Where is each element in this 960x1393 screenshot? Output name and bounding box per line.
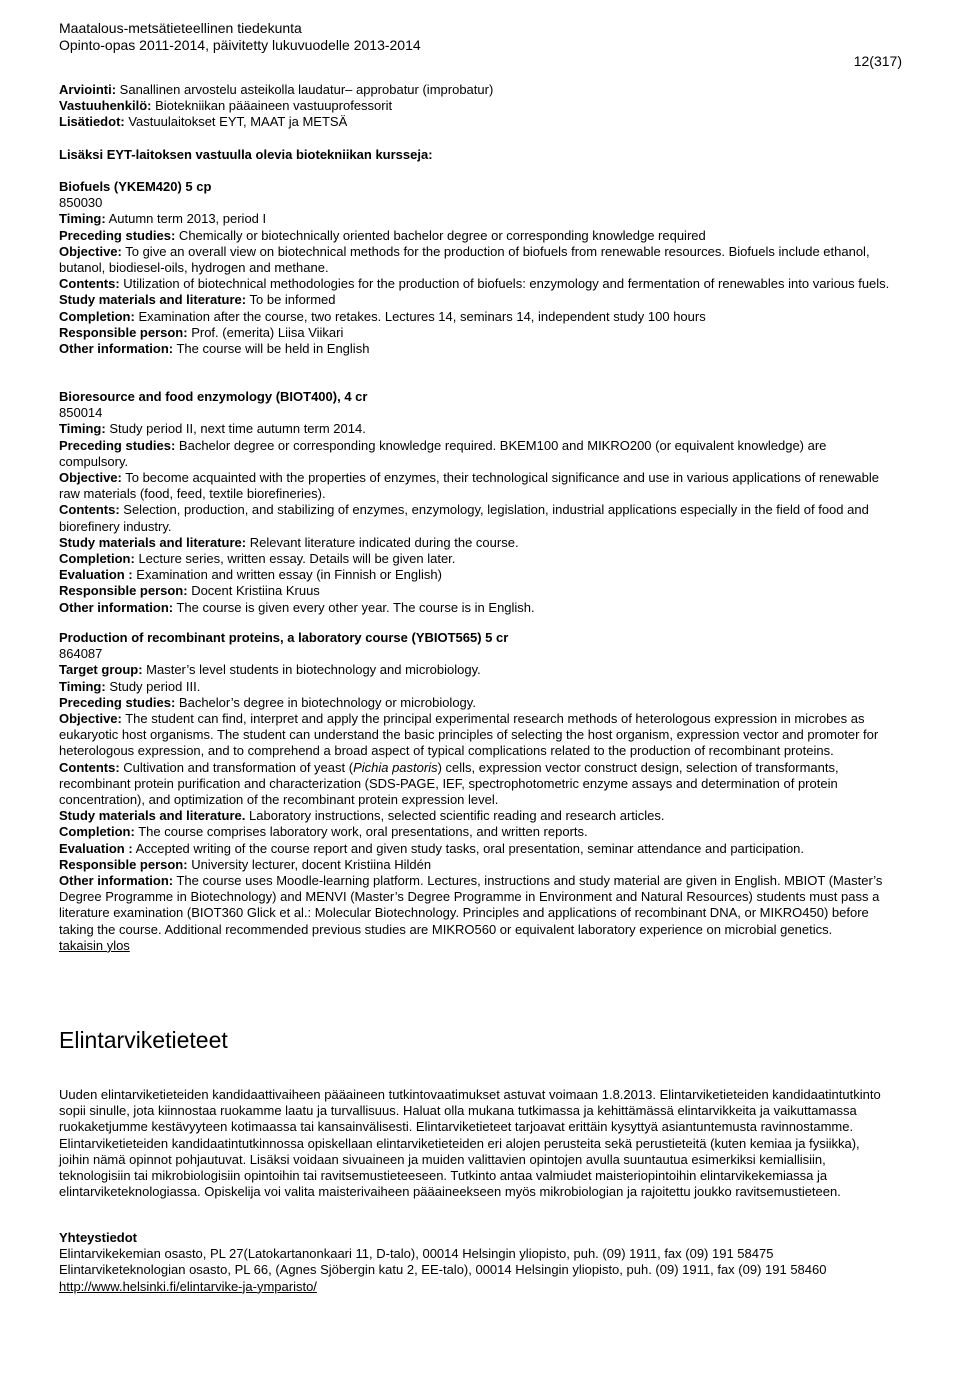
responsible-line xyxy=(59,98,891,114)
timing-value: Autumn term 2013, period I xyxy=(105,211,267,227)
objective-line xyxy=(59,470,891,502)
program-info xyxy=(59,82,891,163)
section-intro xyxy=(59,1087,891,1200)
timing-line xyxy=(59,421,891,437)
contents-line xyxy=(59,760,891,809)
timing-label: Timing: xyxy=(59,421,106,437)
other-value: The course will be held in English xyxy=(173,341,370,357)
preceding-value: Chemically or biotechnically oriented bachelor degree or corresponding knowledge required xyxy=(175,227,706,243)
contents-value: Utilization of biotechnical methodologies for the production of biofuels: enzymology and fermentation of renewables into various fuels. xyxy=(119,276,890,292)
evaluation-value: Sanallinen arvostelu asteikolla laudatur– approbatur (improbatur) xyxy=(116,82,494,97)
objective-label: Objective: xyxy=(59,243,122,259)
objective-label: Objective: xyxy=(59,470,122,486)
timing-line xyxy=(59,679,891,695)
contents-label: Contents: xyxy=(59,759,120,775)
extra-courses-line xyxy=(59,147,891,163)
completion-label: Completion: xyxy=(59,308,135,324)
course-recombinant-proteins xyxy=(59,630,891,954)
course-code: 864087 xyxy=(59,646,103,662)
person-line xyxy=(59,857,891,873)
evaluation-label: Arviointi: xyxy=(59,82,117,97)
contents-value-a: Cultivation and transformation of yeast ( xyxy=(119,759,354,775)
contents-value: Selection, production, and stabilizing of enzymes, enzymology, legislation, industrial applications especially in the field of food and biorefinery industry. xyxy=(59,502,869,534)
timing-value: Study period III. xyxy=(105,678,201,694)
other-line xyxy=(59,341,891,357)
other-label: Other information: xyxy=(59,341,174,357)
course-title: Biofuels (YKEM420) 5 cp xyxy=(59,179,212,194)
materials-value: Relevant literature indicated during the course. xyxy=(246,534,519,550)
target-line xyxy=(59,662,891,678)
objective-value: The student can find, interpret and apply the principal experimental research methods of heterologous expression in microbes as eukaryotic host organisms. The student can understand the basic principles of selecting the host organism, expression vector and promoter for heterologous expression, and to comprehend a broad aspect of typical complications related to the production of recombinant proteins. xyxy=(59,711,879,759)
completion-line xyxy=(59,551,891,567)
info-value: Vastuulaitokset EYT, MAAT ja METSÄ xyxy=(124,114,348,130)
completion-line xyxy=(59,824,891,840)
contact-block xyxy=(59,1230,891,1295)
objective-line xyxy=(59,244,891,276)
objective-label: Objective: xyxy=(59,711,122,727)
target-label: Target group: xyxy=(59,662,143,678)
preceding-value: Bachelor’s degree in biotechnology or microbiology. xyxy=(175,694,476,710)
materials-line xyxy=(59,808,891,824)
completion-value: Lecture series, written essay. Details will be given later. xyxy=(134,551,456,567)
contacts-title: Yhteystiedot xyxy=(59,1230,138,1245)
header-faculty: Maatalous-metsätieteellinen tiedekunta xyxy=(59,20,302,36)
person-value: Docent Kristiina Kruus xyxy=(187,583,320,599)
evaluation-label: Evaluation : xyxy=(59,567,133,583)
section-heading: Elintarviketieteet xyxy=(59,1027,228,1053)
course-title: Production of recombinant proteins, a laboratory course (YBIOT565) 5 cr xyxy=(59,630,509,645)
evaluation-value: Examination and written essay (in Finnish or English) xyxy=(132,567,442,583)
responsible-value: Biotekniikan pääaineen vastuuprofessorit xyxy=(151,98,393,114)
completion-line xyxy=(59,309,891,325)
course-code: 850030 xyxy=(59,195,103,211)
person-label: Responsible person: xyxy=(59,324,188,340)
evaluation-label: Evaluation : xyxy=(59,840,133,856)
completion-label: Completion: xyxy=(59,824,135,840)
materials-label: Study materials and literature: xyxy=(59,534,247,550)
contents-value-b: ) cells, expression vector construct design, selection of transformants, recombinant protein purification and characterization (SDS-PAGE, IEF, spectrophotometric enzyme assays and determination of protein concentration), and optimization of the recombinant protein expression level. xyxy=(59,759,839,808)
materials-value: Laboratory instructions, selected scientific reading and research articles. xyxy=(245,808,665,824)
other-line xyxy=(59,600,891,616)
materials-label: Study materials and literature. xyxy=(59,808,246,824)
evaluation-line xyxy=(59,841,891,857)
contents-label: Contents: xyxy=(59,276,120,292)
contents-species: Pichia pastoris xyxy=(353,759,438,775)
preceding-value: Bachelor degree or corresponding knowledge required. BKEM100 and MIKRO200 (or equivalent knowledge) are compulsory. xyxy=(59,437,827,469)
preceding-line xyxy=(59,438,891,470)
evaluation-line xyxy=(59,82,891,98)
course-title: Bioresource and food enzymology (BIOT400), 4 cr xyxy=(59,389,368,404)
contents-line xyxy=(59,276,891,292)
website-link[interactable]: http://www.helsinki.fi/elintarvike-ja-ymparisto/ xyxy=(59,1278,317,1294)
preceding-label: Preceding studies: xyxy=(59,227,176,243)
materials-value: To be informed xyxy=(246,292,336,308)
person-value: University lecturer, docent Kristiina Hildén xyxy=(187,856,432,872)
course-code: 850014 xyxy=(59,405,103,421)
other-label: Other information: xyxy=(59,873,174,889)
other-value: The course uses Moodle-learning platform. Lectures, instructions and study material are given in English. MBIOT (Master’s Degree Programme in Biotechnology) and MENVI (Master’s Degree Programme in Environment and Natural Resources) students must pass a literature examination (BIOT360 Glick et al.: Molecular Biotechnology. Principles and applications of recombinant DNA, or MIKRO450) before taking the course. Additional recommended previous studies are MIKRO560 or equivalent laboratory experience on microbial genetics. xyxy=(59,873,883,937)
evaluation-value: Accepted writing of the course report and given study tasks, oral presentation, seminar attendance and participation. xyxy=(132,840,805,856)
preceding-line xyxy=(59,228,891,244)
person-line xyxy=(59,325,891,341)
completion-value: Examination after the course, two retakes. Lectures 14, seminars 14, independent study 100 hours xyxy=(134,308,706,324)
person-value: Prof. (emerita) Liisa Viikari xyxy=(187,324,344,340)
timing-line xyxy=(59,211,891,227)
person-label: Responsible person: xyxy=(59,583,188,599)
other-line xyxy=(59,873,891,938)
person-label: Responsible person: xyxy=(59,856,188,872)
objective-value: To give an overall view on biotechnical methods for the production of biofuels from renewable resources. Biofuels include ethanol, butanol, biodiesel-oils, hydrogen and methane. xyxy=(59,243,870,276)
responsible-label: Vastuuhenkilö: xyxy=(59,98,152,114)
info-line xyxy=(59,114,891,130)
materials-line xyxy=(59,535,891,551)
evaluation-line xyxy=(59,567,891,583)
preceding-label: Preceding studies: xyxy=(59,694,176,710)
materials-line xyxy=(59,292,891,308)
contents-line xyxy=(59,502,891,534)
timing-label: Timing: xyxy=(59,211,106,227)
intro-paragraph: Uuden elintarviketieteiden kandidaattivaiheen pääaineen tutkintovaatimukset astuvat voimaan 1.8.2013. Elintarviketieteiden kandidaatintutkinto sopii sinulle, jota kiinnostaa ruokamme laatu ja turvallisuus. Haluat olla mukana tutkimassa ja kehittämässä elintarvikkeita ja vaikuttamassa ruokaketjumme kestävyyteen kotimaassa tai kansainvälisesti. Elintarviketieteet tarjoavat erittäin kysyttyä asiantuntemusta ravinnostamme. Elintarviketieteiden kandidaatintutkinnossa opiskellaan elintarviketieteiden eri alojen perusteita sekä perustieteitä (kuten kemiaa ja fysiikka), joihin nämä opinnot pohjautuvat. Lisäksi voidaan sivuaineen ja muiden valittavien opintojen avulla suuntautua esimerkiksi kemiallisiin, teknologisiin tai mikrobiologisiin opintoihin tai ravitsemustieteeseen. Tutkinto antaa valmiudet maisteriopintoihin elintarvikekemiassa ja elintarviketeknologiassa. Opiskelija voi valita maisterivaiheen pääaineekseen myös mikrobiologian ja rajoitettu joukko ravitsemustieteen. xyxy=(59,1087,881,1200)
timing-value: Study period II, next time autumn term 2014. xyxy=(105,421,366,437)
back-to-top-link[interactable]: takaisin ylos xyxy=(59,937,130,953)
contact-food-technology: Elintarviketeknologian osasto, PL 66, (Agnes Sjöbergin katu 2, EE-talo), 00014 Helsingin yliopisto, puh. (09) 1911, fax (09) 191 58460 xyxy=(59,1262,827,1278)
extra-courses-text: Lisäksi EYT-laitoksen vastuulla olevia biotekniikan kursseja: xyxy=(59,146,433,162)
course-enzymology xyxy=(59,389,891,616)
timing-label: Timing: xyxy=(59,678,106,694)
contact-food-chemistry: Elintarvikekemian osasto, PL 27(Latokartanonkaari 11, D-talo), 00014 Helsingin yliopisto, puh. (09) 1911, fax (09) 191 58475 xyxy=(59,1246,774,1262)
completion-label: Completion: xyxy=(59,551,135,567)
other-label: Other information: xyxy=(59,599,174,615)
materials-label: Study materials and literature: xyxy=(59,292,247,308)
objective-line xyxy=(59,711,891,760)
other-value: The course is given every other year. The course is in English. xyxy=(173,599,535,615)
contents-label: Contents: xyxy=(59,502,120,518)
person-line xyxy=(59,583,891,599)
objective-value: To become acquainted with the properties of enzymes, their technological significance and use in various applications of renewable raw materials (food, feed, textile biorefineries). xyxy=(59,470,879,502)
target-value: Master’s level students in biotechnology and microbiology. xyxy=(142,662,481,678)
header-study-guide: Opinto-opas 2011-2014, päivitetty lukuvuodelle 2013-2014 xyxy=(59,37,421,53)
completion-value: The course comprises laboratory work, oral presentations, and written reports. xyxy=(134,824,588,840)
course-biofuels xyxy=(59,179,891,357)
page-number: 12(317) xyxy=(853,53,902,69)
preceding-line xyxy=(59,695,891,711)
info-label: Lisätiedot: xyxy=(59,114,125,130)
preceding-label: Preceding studies: xyxy=(59,437,176,453)
